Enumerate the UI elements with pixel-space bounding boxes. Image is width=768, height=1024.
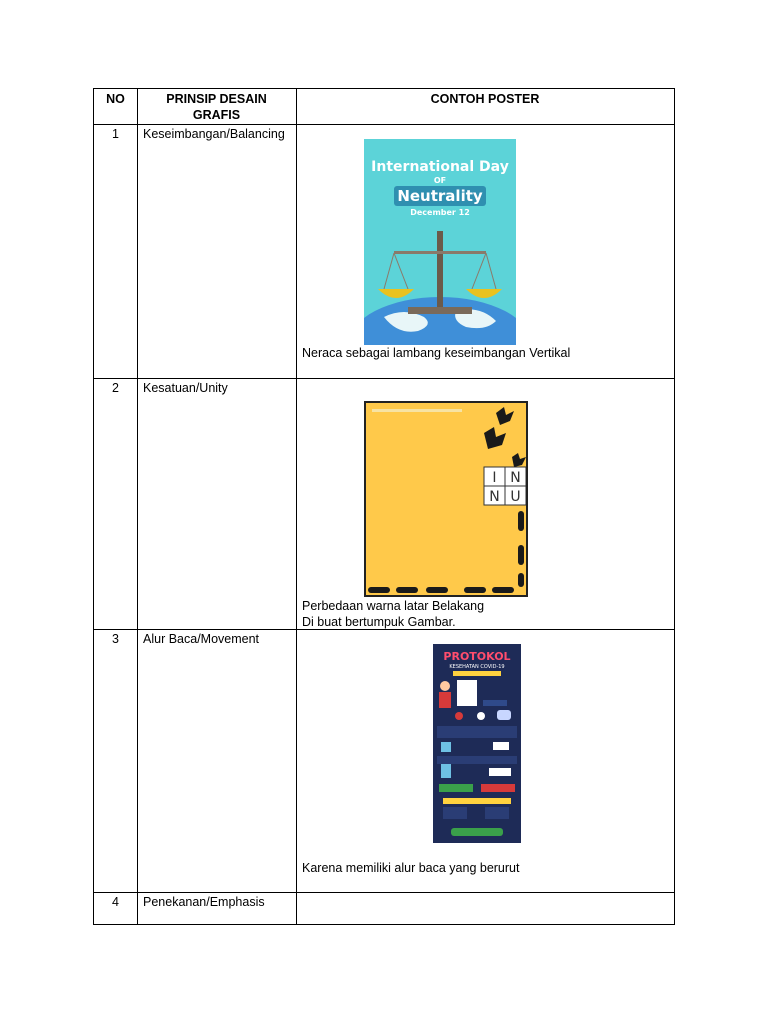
row-divider-header bbox=[94, 124, 674, 125]
row-1-principle: Keseimbangan/Balancing bbox=[143, 127, 285, 141]
neutrality-of: OF bbox=[433, 176, 447, 185]
column-divider-1 bbox=[137, 89, 138, 924]
row-3-caption: Karena memiliki alur baca yang berurut bbox=[302, 861, 520, 875]
poster-neutrality bbox=[364, 139, 516, 345]
building-icon-2 bbox=[441, 764, 451, 778]
protokol-title: PROTOKOL bbox=[443, 650, 511, 663]
neutrality-date: December 12 bbox=[410, 208, 470, 217]
grid-letter-1: I bbox=[492, 470, 497, 486]
row-2-caption-line1: Perbedaan warna latar Belakang bbox=[302, 599, 485, 613]
header-no: NO bbox=[106, 92, 125, 106]
row-3-principle: Alur Baca/Movement bbox=[143, 632, 260, 646]
row-2-number: 2 bbox=[112, 381, 119, 395]
row-4-principle: Penekanan/Emphasis bbox=[143, 895, 265, 909]
poster-protokol bbox=[433, 644, 521, 843]
row-2-principle: Kesatuan/Unity bbox=[143, 381, 228, 395]
grid-letter-3: N bbox=[489, 489, 500, 505]
person-icon bbox=[440, 681, 450, 691]
header-principle-line1: PRINSIP DESAIN bbox=[166, 92, 267, 106]
column-divider-2 bbox=[296, 89, 297, 924]
principles-table bbox=[93, 88, 675, 925]
row-1-caption: Neraca sebagai lambang keseimbangan Vertikal bbox=[302, 346, 571, 360]
header-principle-line2: GRAFIS bbox=[192, 108, 241, 122]
caterpillar-icon-1 bbox=[518, 511, 524, 531]
row-3-number: 3 bbox=[112, 632, 119, 646]
caterpillar-icon-2 bbox=[518, 545, 524, 565]
scale-beam bbox=[394, 251, 486, 254]
row-divider-1 bbox=[94, 378, 674, 379]
row-1-number: 1 bbox=[112, 127, 119, 141]
neutrality-word: Neutrality bbox=[397, 187, 483, 205]
grid-letter-4: U bbox=[510, 489, 521, 505]
scale-pillar bbox=[437, 231, 443, 309]
caterpillar-icon-3 bbox=[518, 573, 524, 587]
protokol-subtitle: KESEHATAN COVID-19 bbox=[449, 664, 505, 670]
building-icon-1 bbox=[441, 742, 451, 752]
row-4-number: 4 bbox=[112, 895, 119, 909]
grid-letter-2: N bbox=[510, 470, 521, 486]
neutrality-title: International Day bbox=[371, 159, 509, 175]
row-2-caption-line2: Di buat bertumpuk Gambar. bbox=[302, 615, 456, 629]
row-divider-3 bbox=[94, 892, 674, 893]
header-example: CONTOH POSTER bbox=[430, 92, 540, 106]
poster-unity bbox=[364, 401, 528, 597]
